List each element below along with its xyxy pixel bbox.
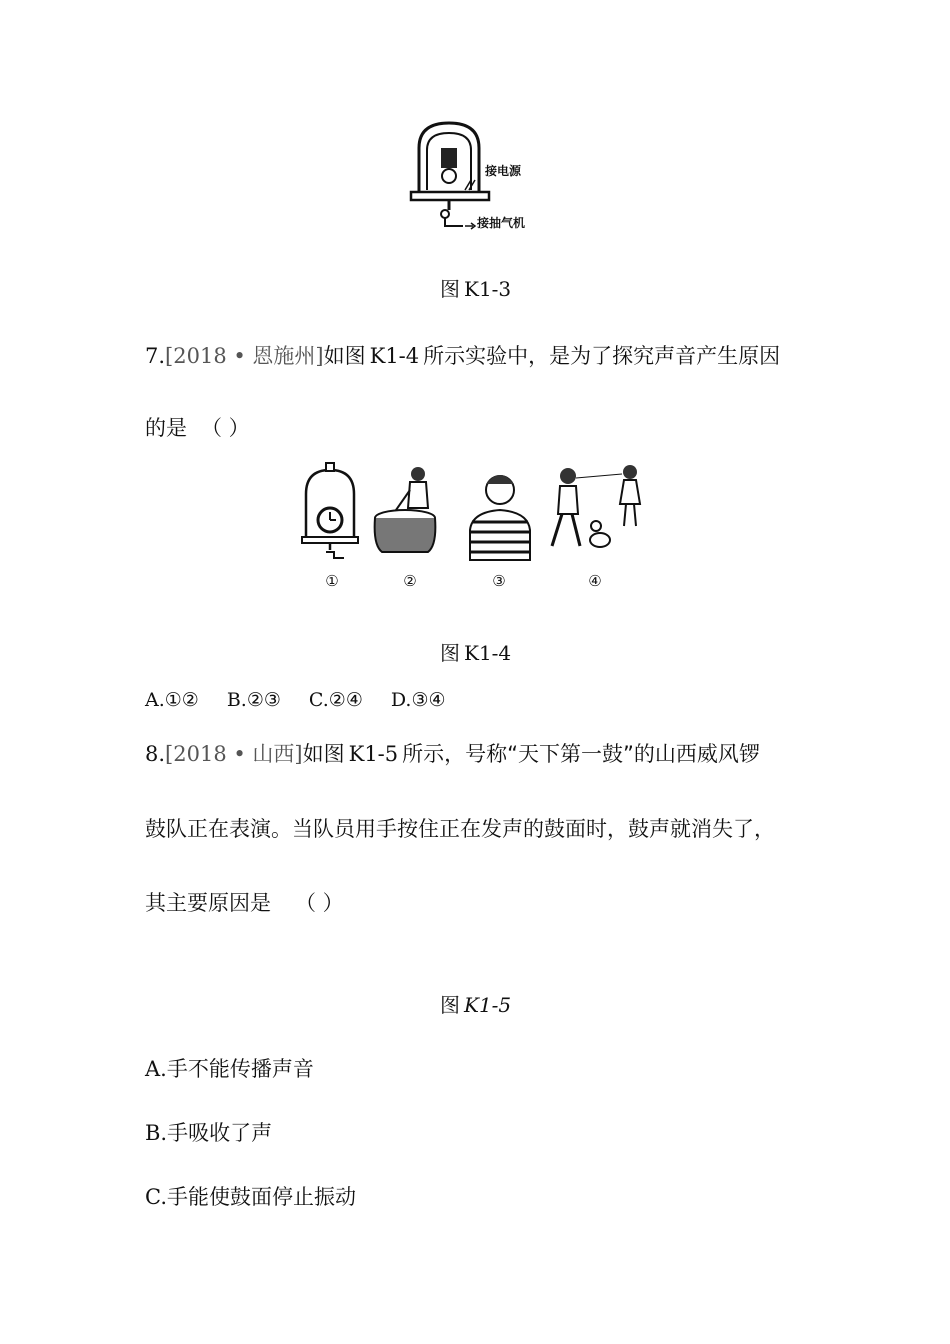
answer-blank: （ ） <box>201 416 250 440</box>
experiment-label-4: ④ <box>588 572 602 590</box>
label-pump: 接抽气机 <box>477 216 526 230</box>
question-7-options <box>145 689 446 711</box>
figure-caption-k1-3: 图 K1-3 <box>440 277 512 301</box>
question-7-line-2: 的是 （ ） <box>145 416 250 440</box>
question-8-option-a: A.手不能传播声音 <box>145 1057 314 1081</box>
answer-blank: （ ） <box>295 891 344 915</box>
experiment-label-3: ③ <box>492 572 506 590</box>
experiment-label-2: ② <box>403 572 417 590</box>
string-telephone <box>552 465 640 547</box>
drum-player <box>375 467 436 552</box>
figure-caption-k1-4: 图 K1-4 <box>440 641 512 665</box>
option-b: B.②③ <box>226 689 281 711</box>
experiment-label-1: ① <box>325 572 339 590</box>
figure-k1-4 <box>300 460 660 595</box>
question-8-line-3: 其主要原因是 （ ） <box>145 891 344 915</box>
question-7-line-1: 7.[2018 • 恩施州]如图 K1-4 所示实验中，是为了探究声音产生原因 <box>145 344 781 368</box>
question-8-option-b: B.手吸收了声 <box>145 1121 273 1145</box>
bell-jar-clock <box>302 463 358 558</box>
question-8-line-2: 鼓队正在表演。当队员用手按住正在发声的鼓面时，鼓声就消失了， <box>145 817 775 841</box>
figure-k1-3 <box>405 118 555 243</box>
person-speaking <box>470 475 530 560</box>
label-power: 接电源 <box>485 164 522 178</box>
option-a: A.①② <box>145 689 199 711</box>
option-d: D.③④ <box>390 689 446 711</box>
question-8-option-c: C.手能使鼓面停止振动 <box>145 1185 356 1209</box>
figure-caption-k1-5: 图 K1-5 <box>440 993 512 1017</box>
experiments-illustration <box>300 460 660 570</box>
option-c: C.②④ <box>308 689 363 711</box>
question-8-line-1: 8.[2018 • 山西]如图 K1-5 所示，号称“天下第一鼓”的山西威风锣 <box>145 742 760 766</box>
